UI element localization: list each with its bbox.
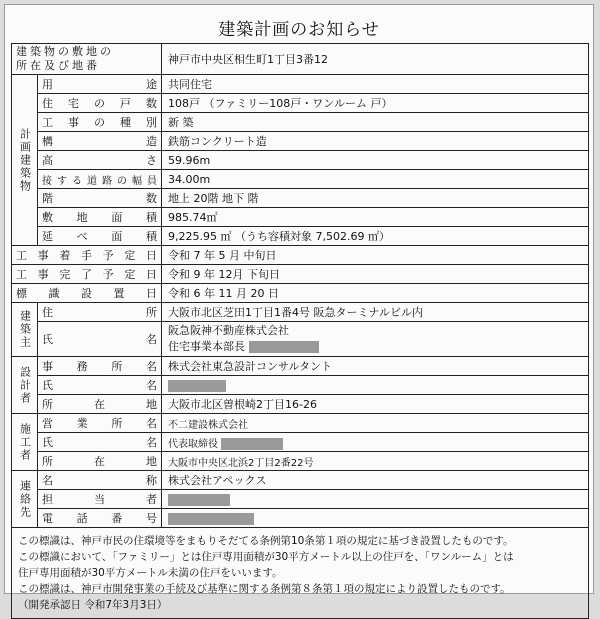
owner-name-label: 氏名 (38, 322, 162, 357)
contact-phone (162, 509, 589, 528)
plan-label: 住宅の戸数 (38, 94, 162, 113)
contractor-location-label: 所在地 (38, 452, 162, 471)
designer-name (162, 376, 589, 395)
schedule-label: 標識設置日 (12, 284, 162, 303)
contact-name: 株式会社アペックス (162, 471, 589, 490)
notice-board (4, 4, 594, 611)
designer-row (12, 357, 589, 376)
info-table (11, 43, 589, 619)
plan-value: 34.00m (162, 170, 589, 189)
contact-name-label: 名称 (38, 471, 162, 490)
designer-row (12, 376, 589, 395)
owner-company: 阪急阪神不動産株式会社 (168, 324, 289, 337)
owner-title-line (168, 339, 584, 355)
plan-row (12, 75, 589, 94)
contact-row (12, 471, 589, 490)
owner-group-label: 建築主 (12, 303, 38, 357)
note-line: 住戸専用面積が30平方メートル未満の住戸をいいます。 (18, 567, 283, 579)
plan-value: 地上 20階 地下 階 (162, 189, 589, 208)
schedule-value: 令和 6 年 11 月 20 日 (162, 284, 589, 303)
notice-title: 建築計画のお知らせ (218, 20, 380, 40)
site-value: 神戸市中央区相生町1丁目3番12 (162, 44, 589, 75)
contact-phone-label: 電話番号 (38, 509, 162, 528)
designer-office: 株式会社東急設計コンサルタント (162, 357, 589, 376)
schedule-value: 令和 9 年 12月 下旬日 (162, 265, 589, 284)
contractor-row (12, 433, 589, 452)
redacted-block (221, 438, 283, 450)
contractor-row (12, 414, 589, 433)
schedule-label: 工事着手予定日 (12, 246, 162, 265)
plan-label: 構造 (38, 132, 162, 151)
plan-label: 工事の種別 (38, 113, 162, 132)
contractor-title: 代表取締役 (168, 438, 218, 450)
redacted-block (249, 341, 319, 353)
plan-row (12, 113, 589, 132)
owner-address-label: 住所 (38, 303, 162, 322)
owner-row (12, 322, 589, 357)
plan-row (12, 94, 589, 113)
redacted-block (168, 513, 254, 525)
contact-person (162, 490, 589, 509)
contact-group-label: 連絡先 (12, 471, 38, 528)
schedule-label: 工事完了予定日 (12, 265, 162, 284)
plan-value: 鉄筋コンクリート造 (162, 132, 589, 151)
note-line: （開発承認日 令和7年3月3日） (18, 599, 168, 611)
owner-address: 大阪市北区芝田1丁目1番4号 阪急ターミナルビル内 (162, 303, 589, 322)
note-line: この標識は、神戸市民の住環境等をまもりそだてる条例第10条第１項の規定に基づき設置したものです。 (18, 535, 514, 547)
redacted-block (168, 494, 230, 506)
contractor-location: 大阪市中央区北浜2丁目2番22号 (162, 452, 589, 471)
schedule-row (12, 265, 589, 284)
plan-label: 接する道路の幅員 (38, 170, 162, 189)
owner-title: 住宅事業本部長 (168, 340, 245, 353)
plan-label: 階数 (38, 189, 162, 208)
site-row (12, 44, 589, 75)
schedule-value: 令和 7 年 5 月 中旬日 (162, 246, 589, 265)
contractor-group-label: 施工者 (12, 414, 38, 471)
schedule-row (12, 284, 589, 303)
note-line: この標識は、神戸市開発事業の手続及び基準に関する条例第８条第１項の規定により設置したものです。 (18, 583, 511, 595)
plan-value: 9,225.95 ㎡ （うち容積対象 7,502.69 ㎡） (162, 227, 589, 246)
plan-row (12, 189, 589, 208)
contractor-office: 不二建設株式会社 (162, 414, 589, 433)
plan-value: 985.74㎡ (162, 208, 589, 227)
owner-row (12, 303, 589, 322)
plan-value: 108戸 （ファミリー108戸・ワンルーム 戸） (162, 94, 589, 113)
plan-value: 59.96m (162, 151, 589, 170)
contractor-name (162, 433, 589, 452)
contractor-name-label: 氏名 (38, 433, 162, 452)
schedule-row (12, 246, 589, 265)
redacted-block (168, 380, 226, 392)
plan-group-label: 計画建築物 (12, 75, 38, 246)
plan-label: 高さ (38, 151, 162, 170)
designer-row (12, 395, 589, 414)
contractor-row (12, 452, 589, 471)
designer-office-label: 事務所名 (38, 357, 162, 376)
notes-row (12, 528, 589, 619)
notes (12, 528, 589, 619)
plan-row (12, 132, 589, 151)
plan-row (12, 170, 589, 189)
designer-location: 大阪市北区曽根崎2丁目16-26 (162, 395, 589, 414)
designer-name-label: 氏名 (38, 376, 162, 395)
site-label: 建築物の敷地の 所在及び地番 (12, 44, 162, 75)
plan-label: 延べ面積 (38, 227, 162, 246)
contact-row (12, 509, 589, 528)
plan-label: 用途 (38, 75, 162, 94)
designer-location-label: 所在地 (38, 395, 162, 414)
plan-row (12, 227, 589, 246)
contact-person-label: 担当者 (38, 490, 162, 509)
designer-group-label: 設計者 (12, 357, 38, 414)
plan-row (12, 208, 589, 227)
plan-label: 敷地面積 (38, 208, 162, 227)
contact-row (12, 490, 589, 509)
note-line: この標識において、「ファミリー」とは住戸専用面積が30平方メートル以上の住戸を、「ワンルーム」とは (18, 551, 514, 563)
plan-value: 新 築 (162, 113, 589, 132)
owner-name (162, 322, 589, 357)
plan-row (12, 151, 589, 170)
contractor-office-label: 営業所名 (38, 414, 162, 433)
plan-value: 共同住宅 (162, 75, 589, 94)
